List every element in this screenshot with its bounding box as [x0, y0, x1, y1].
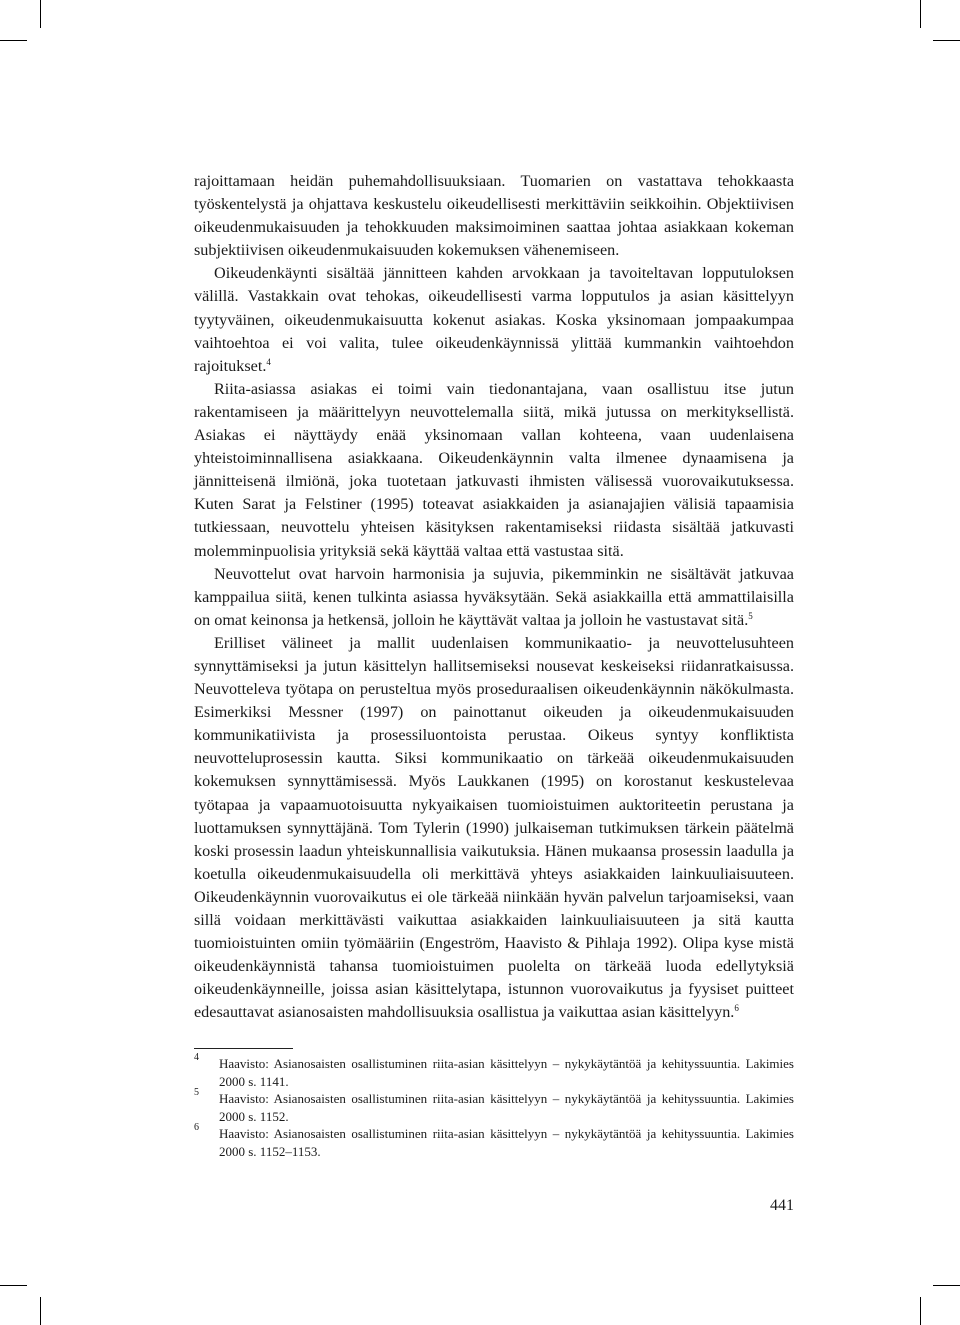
paragraph-text: Erilliset välineet ja mallit uudenlaisen kommunikaatio- ja neuvottelusuhteen synnyttämiseksi ja jutun käsittelyn hallitsemiseksi nousevat keskeiseksi riidanratkaisussa. Neuvotteleva työtapa on perusteltua myös proseduraalisen oikeudenkäynnin näkökulmasta. Esimerkiksi Messner (1997) on painottanut oikeuden ja oikeudenmukaisuuden kommunikatiivista ja prosessiluontoista perustaa. Oikeus syntyy konfliktista neuvotteluprosessin kautta. Siksi kommunikaatio on tärkeää oikeudenmukaisuuden kokemuksen synnyttämisessä. Myös Laukkanen (1995) on korostanut keskustelevaa työtapaa ja vapaamuotoisuutta nykyaikaisen tuomioistuimen auktoriteetin perustana ja luottamuksen synnyttäjänä. Tom Tylerin (1990) julkaiseman tutkimuksen tärkein päätelmä koski prosessin laadun yhteiskunnallisia vaikutuksia. Hänen mukaansa prosessin laadulla ja koetulla oikeudenmukaisuudella oli merkittävä yhteys asiakkaiden lainkuuliaisuuteen. Oikeudenkäynnin vuorovaikutus ei ole tärkeää niinkään hyvän palvelun tarjoamiseksi, vaan sillä voidaan merkittävästi vaikuttaa asiakkaiden lainkuuliaisuuteen ja sitä kautta tuomioistuinten omiin työmääriin (Engeström, Haavisto & Pihlaja 1992). Olipa kyse mistä oikeudenkäynnistä tahansa tuomioistuimen puolelta on tärkeää luoda edellytyksiä oikeudenkäynneille, joissa asian käsittelytapa, istunnon vuorovaikutus ja fyysiset puitteet edesauttavat asianosaisten mahdollisuuksia osallistua ja vaikuttaa asian käsittelyyn. [194, 633, 794, 1022]
paragraph [194, 170, 794, 262]
paragraph-text: Oikeudenkäynti sisältää jännitteen kahden arvokkaan ja tavoiteltavan lopputuloksen välillä. Vastakkain ovat tehokas, oikeudellisesti varma lopputulos ja asian käsittelyyn tyytyväinen, oikeudenmukaisuutta kokenut asiakas. Koska yksinomaan jompaakumpaa vaihtoehtoa ei voi valita, tulee oikeudenkäynnissä ylittää kummankin vaihtoehdon rajoitukset. [194, 264, 794, 375]
footnote-reference: 4 [266, 356, 271, 367]
paragraph [194, 262, 794, 377]
footnote [194, 1122, 794, 1160]
footnote-number: 4 [194, 1052, 199, 1063]
paragraph [194, 563, 794, 632]
body-text [194, 170, 794, 1024]
paragraph-text: Neuvottelut ovat harvoin harmonisia ja sujuvia, pikemminkin ne sisältävät jatkuvaa kamppailua siitä, kenen tulkinta asiassa hyväksytään. Sekä asiakkailla että ammattilaisilla on omat keinonsa ja hetkensä, jolloin he käyttävät valtaa ja jolloin he vastustavat sitä. [194, 564, 794, 629]
footnote [194, 1052, 794, 1090]
footnote-text: Haavisto: Asianosaisten osallistuminen riita-asian käsittelyyn – nykykäytäntöä ja kehityssuuntia. Lakimies 2000 s. 1152–1153. [219, 1126, 794, 1159]
paragraph-text: rajoittamaan heidän puhemahdollisuuksiaan. Tuomarien on vastattava tehokkaasta työskentelystä ja ohjattava keskustelu oikeudellisesti merkittäviin seikkoihin. Objektiivisen oikeudenmukaisuuden ja tehokkuuden maksimoiminen saattaa johtaa asiakkaan kokeman subjektiivisen oikeudenmukaisuuden kokemuksen vähenemiseen. [194, 172, 794, 260]
footnote-reference: 6 [734, 1003, 739, 1014]
paragraph [194, 378, 794, 563]
footnote-text: Haavisto: Asianosaisten osallistuminen riita-asian käsittelyyn – nykykäytäntöä ja kehityssuuntia. Lakimies 2000 s. 1141. [219, 1056, 794, 1089]
paragraph [194, 632, 794, 1025]
footnote-number: 5 [194, 1087, 199, 1099]
footnotes [194, 1052, 794, 1161]
footnote-text: Haavisto: Asianosaisten osallistuminen riita-asian käsittelyyn – nykykäytäntöä ja kehityssuuntia. Lakimies 2000 s. 1152. [219, 1091, 794, 1124]
footnote [194, 1087, 794, 1125]
footnote-number: 6 [194, 1122, 199, 1134]
paragraph-text: Riita-asiassa asiakas ei toimi vain tiedonantajana, vaan osallistuu itse jutun rakentamiseen ja määrittelyyn neuvottelemalla siitä, mikä jutussa on merkityksellistä. Asiakas ei näyttäydy enää yksinomaan vallan kohteena, vaan uudenlaisena yhteistoiminnallisena asiakkaana. Oikeudenkäynnin valta ilmenee dynaamisena ja jännitteisenä ilmiönä, joka tuotetaan jatkuvasti ihmisten välisessä vuorovaikutuksessa. Kuten Sarat ja Felstiner (1995) toteavat asiakkaiden ja asianajajien välisiä tapaamisia tutkiessaan, neuvottelu yhteisen käsityksen rakentamiseksi riidasta sisältää jatkuvasti molemminpuolisia yrityksiä sekä käyttää valtaa että vastustaa sitä. [194, 379, 794, 560]
page-number: 441 [770, 1197, 794, 1214]
footnote-separator [194, 1048, 293, 1049]
footnote-reference: 5 [748, 610, 753, 621]
